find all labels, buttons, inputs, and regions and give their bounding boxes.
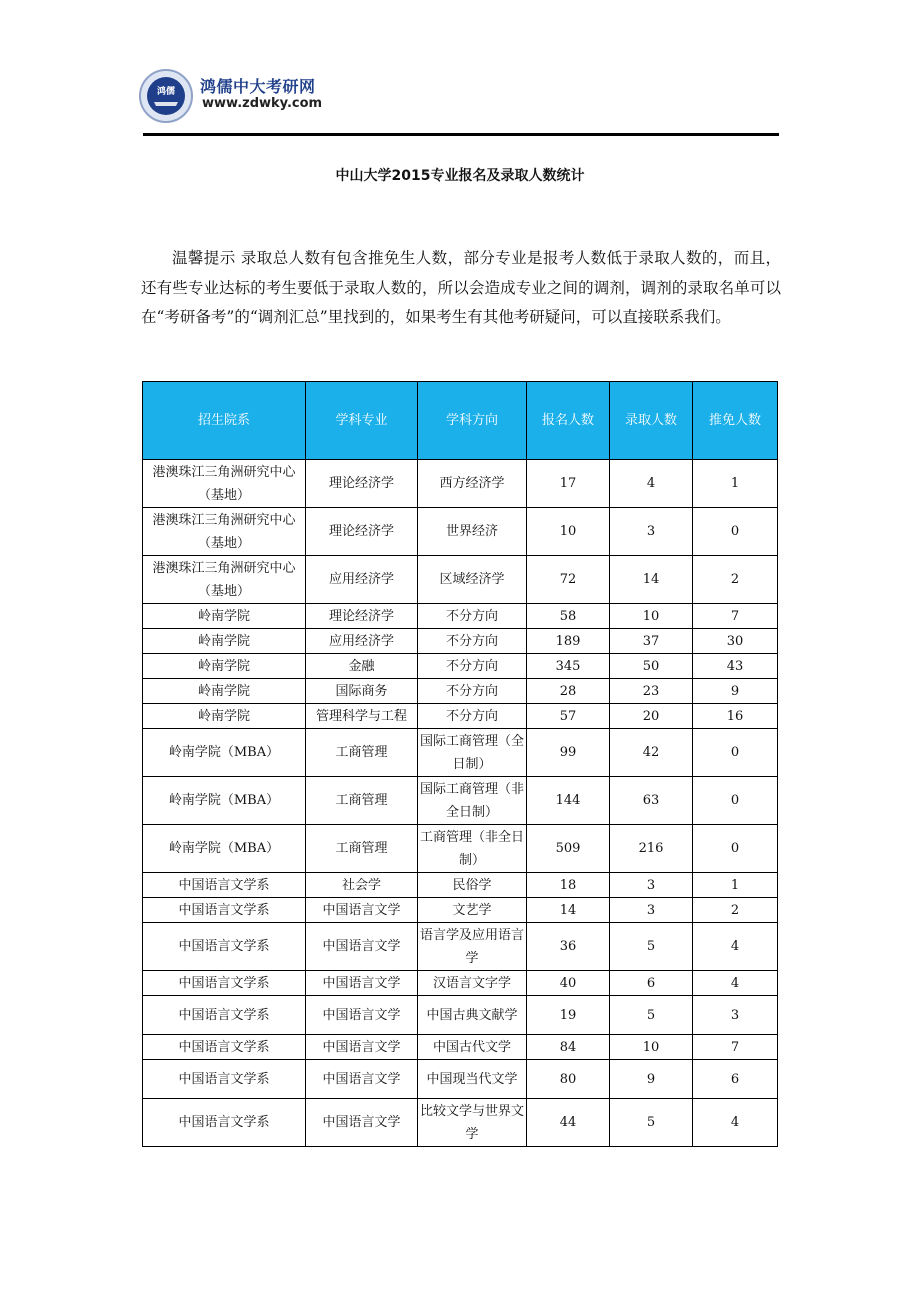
cell-admitted: 4 (610, 460, 693, 508)
cell-discipline: 中国语言文学 (306, 1099, 418, 1147)
logo-emblem-text: 鸿儒 (156, 87, 176, 97)
cell-discipline: 中国语言文学 (306, 1060, 418, 1099)
cell-admitted: 5 (610, 923, 693, 971)
cell-applicants: 14 (527, 898, 610, 923)
cell-department: 中国语言文学系 (143, 1099, 306, 1147)
cell-direction: 工商管理（非全日制） (418, 825, 527, 873)
cell-discipline: 工商管理 (306, 825, 418, 873)
cell-exempted: 7 (693, 604, 778, 629)
header-divider (143, 133, 779, 136)
cell-applicants: 58 (527, 604, 610, 629)
cell-admitted: 37 (610, 629, 693, 654)
cell-exempted: 3 (693, 996, 778, 1035)
cell-direction: 国际工商管理（非全日制） (418, 777, 527, 825)
cell-applicants: 80 (527, 1060, 610, 1099)
cell-direction: 国际工商管理（全日制） (418, 729, 527, 777)
cell-applicants: 40 (527, 971, 610, 996)
cell-exempted: 1 (693, 460, 778, 508)
column-header-direction: 学科方向 (418, 382, 527, 460)
cell-direction: 比较文学与世界文学 (418, 1099, 527, 1147)
cell-department: 中国语言文学系 (143, 1060, 306, 1099)
table-row (143, 729, 778, 777)
cell-department: 中国语言文学系 (143, 971, 306, 996)
cell-exempted: 16 (693, 704, 778, 729)
table-row (143, 825, 778, 873)
cell-department: 港澳珠江三角洲研究中心（基地） (143, 508, 306, 556)
cell-applicants: 57 (527, 704, 610, 729)
column-header-applicants: 报名人数 (527, 382, 610, 460)
cell-department: 岭南学院（MBA） (143, 825, 306, 873)
cell-exempted: 0 (693, 777, 778, 825)
cell-exempted: 0 (693, 508, 778, 556)
cell-exempted: 43 (693, 654, 778, 679)
cell-applicants: 189 (527, 629, 610, 654)
cell-direction: 区域经济学 (418, 556, 527, 604)
cell-admitted: 42 (610, 729, 693, 777)
cell-exempted: 4 (693, 923, 778, 971)
cell-direction: 中国古代文学 (418, 1035, 527, 1060)
logo-emblem-icon (138, 68, 194, 124)
cell-discipline: 理论经济学 (306, 508, 418, 556)
table-row (143, 923, 778, 971)
document-title: 中山大学2015专业报名及录取人数统计 (335, 168, 585, 184)
cell-department: 岭南学院 (143, 629, 306, 654)
table-row (143, 460, 778, 508)
cell-admitted: 14 (610, 556, 693, 604)
cell-discipline: 应用经济学 (306, 629, 418, 654)
cell-applicants: 84 (527, 1035, 610, 1060)
column-header-admitted: 录取人数 (610, 382, 693, 460)
table-row (143, 629, 778, 654)
cell-direction: 不分方向 (418, 654, 527, 679)
cell-department: 中国语言文学系 (143, 996, 306, 1035)
cell-direction: 不分方向 (418, 629, 527, 654)
cell-applicants: 36 (527, 923, 610, 971)
table-row (143, 777, 778, 825)
table-row (143, 898, 778, 923)
cell-department: 港澳珠江三角洲研究中心（基地） (143, 460, 306, 508)
cell-admitted: 5 (610, 996, 693, 1035)
cell-admitted: 23 (610, 679, 693, 704)
cell-direction: 不分方向 (418, 679, 527, 704)
table-row (143, 1035, 778, 1060)
cell-department: 岭南学院 (143, 704, 306, 729)
cell-applicants: 509 (527, 825, 610, 873)
cell-discipline: 中国语言文学 (306, 1035, 418, 1060)
notice-paragraph: 温馨提示 录取总人数有包含推免生人数，部分专业是报考人数低于录取人数的，而且，还有些专业达标的考生要低于录取人数的，所以会造成专业之间的调剂，调剂的录取名单可以在“考研备考”的“调剂汇总”里找到的，如果考生有其他考研疑问，可以直接联系我们。 (141, 249, 781, 326)
cell-department: 中国语言文学系 (143, 923, 306, 971)
cell-exempted: 0 (693, 825, 778, 873)
table-row (143, 996, 778, 1035)
cell-discipline: 中国语言文学 (306, 898, 418, 923)
table-row (143, 604, 778, 629)
cell-direction: 文艺学 (418, 898, 527, 923)
table-row (143, 654, 778, 679)
cell-exempted: 4 (693, 1099, 778, 1147)
cell-admitted: 10 (610, 1035, 693, 1060)
cell-department: 岭南学院（MBA） (143, 777, 306, 825)
cell-direction: 民俗学 (418, 873, 527, 898)
cell-admitted: 63 (610, 777, 693, 825)
cell-discipline: 工商管理 (306, 777, 418, 825)
cell-applicants: 144 (527, 777, 610, 825)
cell-exempted: 9 (693, 679, 778, 704)
cell-applicants: 18 (527, 873, 610, 898)
cell-exempted: 0 (693, 729, 778, 777)
table-row (143, 971, 778, 996)
cell-department: 中国语言文学系 (143, 898, 306, 923)
table-row (143, 1099, 778, 1147)
cell-department: 岭南学院（MBA） (143, 729, 306, 777)
cell-discipline: 社会学 (306, 873, 418, 898)
cell-exempted: 7 (693, 1035, 778, 1060)
cell-direction: 不分方向 (418, 604, 527, 629)
cell-direction: 西方经济学 (418, 460, 527, 508)
column-header-department: 招生院系 (143, 382, 306, 460)
cell-department: 中国语言文学系 (143, 873, 306, 898)
cell-discipline: 工商管理 (306, 729, 418, 777)
table-row (143, 704, 778, 729)
cell-discipline: 理论经济学 (306, 460, 418, 508)
cell-discipline: 国际商务 (306, 679, 418, 704)
table-header-row (143, 382, 778, 460)
logo-site-name: 鸿儒中大考研网 (200, 77, 316, 96)
admission-stats-table (142, 381, 778, 1147)
cell-department: 岭南学院 (143, 679, 306, 704)
cell-discipline: 中国语言文学 (306, 923, 418, 971)
cell-direction: 中国现当代文学 (418, 1060, 527, 1099)
cell-direction: 不分方向 (418, 704, 527, 729)
cell-admitted: 50 (610, 654, 693, 679)
cell-applicants: 44 (527, 1099, 610, 1147)
site-logo[interactable] (138, 66, 338, 130)
cell-applicants: 99 (527, 729, 610, 777)
cell-direction: 汉语言文字学 (418, 971, 527, 996)
cell-discipline: 应用经济学 (306, 556, 418, 604)
cell-discipline: 中国语言文学 (306, 971, 418, 996)
cell-exempted: 2 (693, 556, 778, 604)
cell-discipline: 中国语言文学 (306, 996, 418, 1035)
cell-department: 中国语言文学系 (143, 1035, 306, 1060)
table-row (143, 1060, 778, 1099)
cell-admitted: 3 (610, 873, 693, 898)
cell-applicants: 17 (527, 460, 610, 508)
cell-direction: 世界经济 (418, 508, 527, 556)
cell-applicants: 72 (527, 556, 610, 604)
cell-applicants: 10 (527, 508, 610, 556)
cell-exempted: 2 (693, 898, 778, 923)
cell-admitted: 9 (610, 1060, 693, 1099)
table-row (143, 508, 778, 556)
cell-exempted: 6 (693, 1060, 778, 1099)
cell-discipline: 金融 (306, 654, 418, 679)
column-header-discipline: 学科专业 (306, 382, 418, 460)
cell-exempted: 30 (693, 629, 778, 654)
table-row (143, 873, 778, 898)
cell-direction: 中国古典文献学 (418, 996, 527, 1035)
cell-applicants: 345 (527, 654, 610, 679)
table-row (143, 679, 778, 704)
cell-admitted: 3 (610, 898, 693, 923)
cell-discipline: 理论经济学 (306, 604, 418, 629)
cell-admitted: 3 (610, 508, 693, 556)
table-row (143, 556, 778, 604)
cell-exempted: 4 (693, 971, 778, 996)
cell-department: 岭南学院 (143, 654, 306, 679)
logo-site-url[interactable]: www.zdwky.com (202, 96, 323, 111)
column-header-exempted: 推免人数 (693, 382, 778, 460)
cell-exempted: 1 (693, 873, 778, 898)
cell-admitted: 10 (610, 604, 693, 629)
cell-admitted: 5 (610, 1099, 693, 1147)
cell-direction: 语言学及应用语言学 (418, 923, 527, 971)
cell-applicants: 28 (527, 679, 610, 704)
cell-admitted: 216 (610, 825, 693, 873)
cell-applicants: 19 (527, 996, 610, 1035)
cell-department: 港澳珠江三角洲研究中心（基地） (143, 556, 306, 604)
cell-department: 岭南学院 (143, 604, 306, 629)
cell-admitted: 6 (610, 971, 693, 996)
cell-admitted: 20 (610, 704, 693, 729)
cell-discipline: 管理科学与工程 (306, 704, 418, 729)
